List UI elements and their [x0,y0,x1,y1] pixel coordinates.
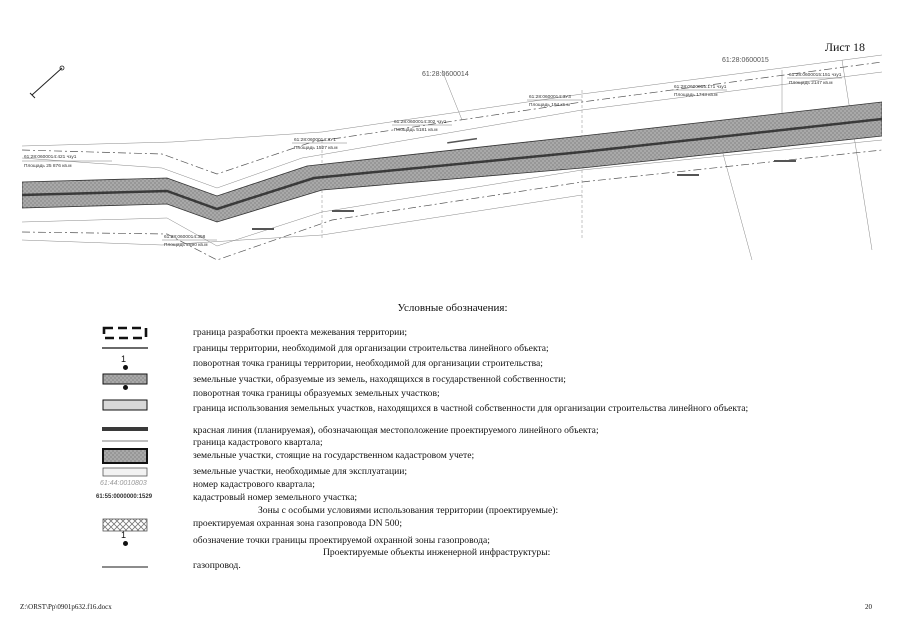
legend-item: красная линия (планируемая), обозначающая местоположение проектируемого линейного объекта; [193,425,599,436]
legend-item: поворотная точка границы территории, необходимой для организации строительства; [193,358,543,369]
legend-item: кадастровый номер земельного участка; [193,492,357,503]
callout-number: 61:28:0600014:358 [164,235,206,240]
operation-parcel-symbol-icon [102,467,148,477]
gas-pipeline-line-icon [102,565,148,569]
legend-item: границы территории, необходимой для организации строительства линейного объекта; [193,343,549,354]
legend-item: земельные участки, необходимые для эксплуатации; [193,466,408,477]
legend-item: номер кадастрового квартала; [193,479,315,490]
legend-item: земельные участки, образуемые из земель, находящихся в государственной собственности; [193,374,566,385]
private-land-boundary-symbol-icon [102,399,148,411]
quarter-label: 61:28:0600015 [722,57,769,64]
point-dot-icon [123,541,128,546]
legend-item: граница разработки проекта межевания территории; [193,327,408,338]
cadastral-plan-map [22,50,882,275]
north-arrow-icon [30,66,64,98]
parcel-point-symbol [102,376,148,390]
callout-number: 61:28:0600014:302 чзу1 [394,120,447,125]
corridor-area [22,102,882,222]
quarter-number-sample: 61:44:0010803 [100,480,147,487]
callout-area: Площадь 5181 кв.м [394,128,438,133]
red-line-icon [102,426,148,432]
turning-point-symbol [102,354,148,370]
callout-number: 61:28:0600014:ЗУ3 [529,95,571,100]
legend-item: земельные участки, стоящие на государственном кадастровом учете; [193,450,475,461]
callout-area: Площадь 1527 кв.м [294,146,338,151]
legend-item: граница кадастрового квартала; [193,437,323,448]
legend-item: обозначение точки границы проектируемой охранной зоны газопровода; [193,535,490,546]
point-number: 1 [121,354,127,364]
callout-area: Площадь 25 876 кв.м [24,164,72,169]
legend-item: проектируемая охранная зона газопровода DN 500; [193,518,402,529]
parcel-number-sample: 61:55:0000000:1529 [96,494,153,500]
legend-title: Условные обозначения: [397,302,508,314]
zones-heading: Зоны с особыми условиями использования территории (проектируемые): [258,505,559,516]
point-number: 1 [121,530,127,540]
page-number: 20 [865,603,872,611]
project-boundary-symbol-icon [102,326,148,340]
infra-heading: Проектируемые объекты инженерной инфраструктуры: [323,547,551,558]
quarter-boundary-line-icon [102,439,148,443]
callout-area: Площадь 1743 кв.м [674,93,718,98]
callout-area: Площадь 2890 кв.м [164,243,208,248]
legend-item: поворотная точка границы образуемых земельных участков; [193,388,440,399]
callout-number: 61:28:0600015:171 чзу1 [674,85,727,90]
registered-parcel-symbol-icon [102,448,148,464]
zone-point-symbol [102,530,148,548]
callout-number: 61:28:0600014:421 чзу1 [24,155,77,160]
territory-boundary-line-icon [102,346,148,350]
legend-item: граница использования земельных участков, находящихся в частной собственности для организации строительства линейного объекта; [193,403,749,414]
footer-file-path: Z:\ORST\Pp\0901p632.f16.docx [20,603,112,611]
quarter-label: 61:28:0600014 [422,71,469,78]
callout-area: Площадь 194 кв.м [529,103,570,108]
callout-number: 61:28:0600015:151 чзу1 [789,73,842,78]
legend-item: газопровод. [193,560,241,571]
sheet-label: Лист 18 [824,40,865,54]
callout-area: Площадь 2147 кв.м [789,81,833,86]
point-dot-icon [123,385,128,390]
point-dot-icon [123,365,128,370]
callout-number: 61:28:0600014:ЗУ1 [294,138,336,143]
